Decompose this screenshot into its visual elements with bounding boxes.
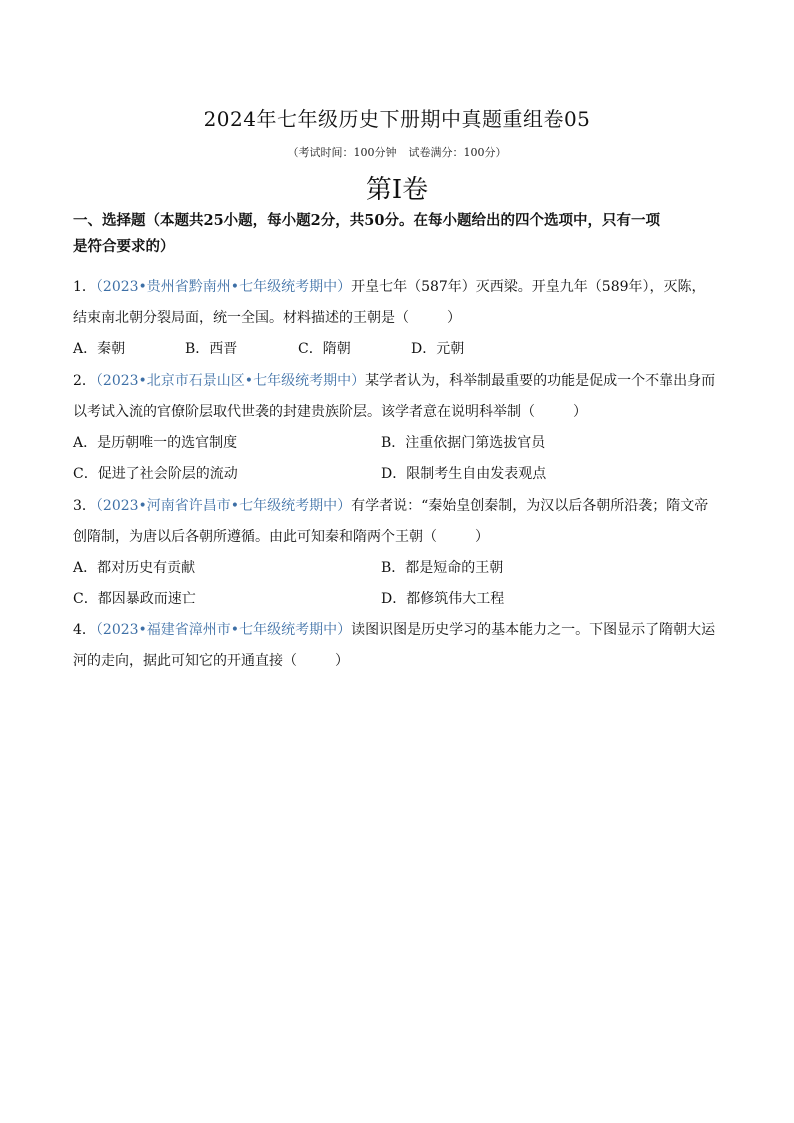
question-stem: 某学者认为，科举制最重要的功能是促成一个不靠出身而: [365, 373, 716, 389]
question-number: 3．: [73, 498, 96, 514]
section-title: 第Ⅰ卷: [365, 175, 429, 205]
exam-time: （考试时间：100分钟: [287, 146, 397, 159]
question-stem: 创隋制，为唐以后各朝所遵循。由此可知秦和隋两个王朝（: [73, 529, 437, 545]
question-2-line-1: [73, 366, 725, 397]
question-2: [73, 366, 725, 428]
option-d: D．元朝: [411, 341, 465, 357]
question-2-line-2: 以考试入流的官僚阶层取代世袭的封建贵族阶层。该学者意在说明科举制（ ）: [73, 404, 587, 420]
question-stem: 开皇七年（587年）灭西梁。开皇九年（589年），灭陈，: [351, 279, 706, 295]
question-2-options-row-1: [73, 428, 725, 459]
question-stem: 河的走向，据此可知它的开通直接（: [73, 653, 297, 669]
option-b: B．西晋: [185, 341, 238, 357]
question-3: [73, 491, 725, 553]
option-b: B．注重依据门第选拔官员: [381, 435, 546, 451]
question-4: [73, 615, 725, 677]
question-stem: 以考试入流的官僚阶层取代世袭的封建贵族阶层。该学者意在说明科举制（: [73, 404, 535, 420]
exam-score: 试卷满分：100分）: [408, 146, 507, 159]
question-stem: 有学者说：“秦始皇创秦制，为汉以后各朝所沿袭；隋文帝: [351, 498, 709, 514]
option-a: A．都对历史有贡献: [73, 560, 196, 576]
instruction-line-2: 是符合要求的）: [73, 238, 175, 255]
question-4-line-2: 河的走向，据此可知它的开通直接（ ）: [73, 653, 349, 669]
option-a: A．是历朝唯一的选官制度: [73, 435, 238, 451]
option-b: B．都是短命的王朝: [381, 560, 504, 576]
option-c: C．都因暴政而速亡: [73, 591, 196, 607]
question-source: （2023•贵州省黔南州•七年级统考期中）: [95, 279, 352, 295]
question-stem: 结束南北朝分裂局面，统一全国。材料描述的王朝是（: [73, 310, 409, 326]
instruction-line-1: 一、选择题（本题共25小题，每小题2分，共50分。在每小题给出的四个选项中，只有一项: [73, 212, 660, 229]
option-d: D．限制考生自由发表观点: [381, 466, 547, 482]
question-2-options-row-2: [73, 459, 725, 490]
question-stem: 读图识图是历史学习的基本能力之一。下图显示了隋朝大运: [351, 622, 716, 638]
question-3-line-2: 创隋制，为唐以后各朝所遵循。由此可知秦和隋两个王朝（ ）: [73, 529, 489, 545]
question-source: （2023•北京市石景山区•七年级统考期中）: [95, 373, 366, 389]
option-d: D．都修筑伟大工程: [381, 591, 505, 607]
question-source: （2023•福建省漳州市•七年级统考期中）: [95, 622, 352, 638]
question-3-options-row-2: [73, 584, 725, 615]
question-1-options: [73, 334, 725, 365]
option-c: C．隋朝: [298, 341, 351, 357]
question-1-line-1: [73, 272, 725, 303]
question-number: 4．: [73, 622, 96, 638]
section-instruction: [73, 208, 723, 260]
exam-subtitle: [0, 144, 794, 160]
question-3-options-row-1: [73, 553, 725, 584]
question-source: （2023•河南省许昌市•七年级统考期中）: [95, 498, 352, 514]
question-3-line-1: [73, 491, 725, 522]
exam-title: 2024年七年级历史下册期中真题重组卷05: [203, 107, 591, 131]
option-c: C．促进了社会阶层的流动: [73, 466, 238, 482]
question-number: 1．: [73, 279, 96, 295]
question-4-line-1: [73, 615, 725, 646]
option-a: A．秦朝: [73, 341, 126, 357]
question-number: 2．: [73, 373, 96, 389]
question-1-line-2: 结束南北朝分裂局面，统一全国。材料描述的王朝是（ ）: [73, 310, 461, 326]
question-1: [73, 272, 725, 334]
